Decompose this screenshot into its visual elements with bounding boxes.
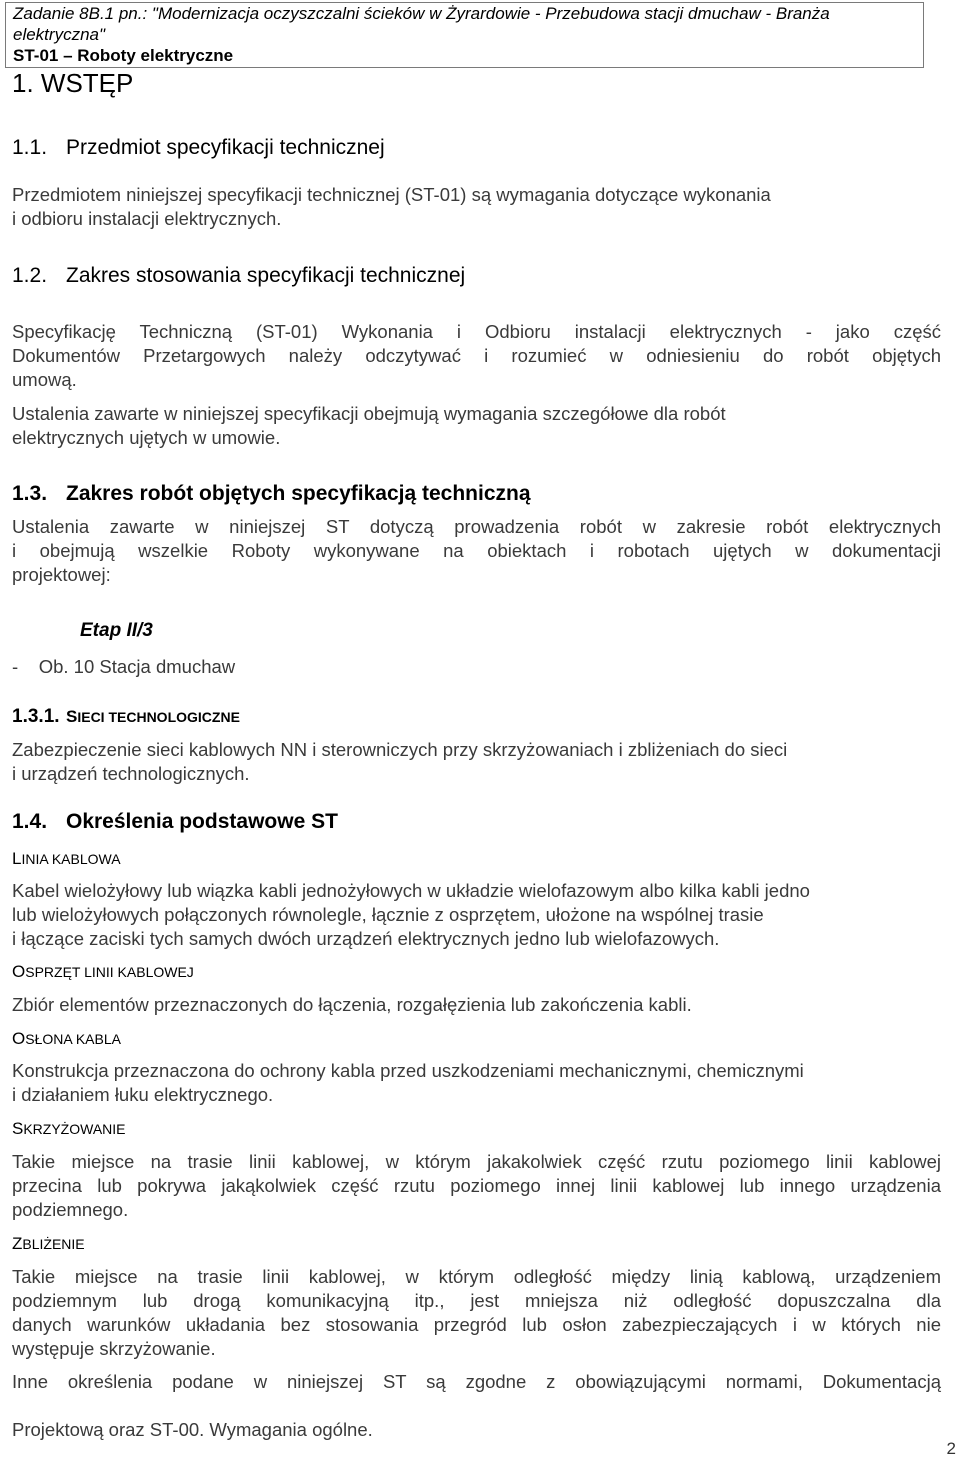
text-line: i urządzeń technologicznych. xyxy=(12,763,250,784)
section-1-2-body xyxy=(12,320,941,392)
closing-text-2 xyxy=(12,1418,941,1442)
term-rest: SPRZĘT LINII KABLOWEJ xyxy=(25,964,194,980)
header-spec-id: ST-01 – Roboty elektryczne xyxy=(13,46,234,65)
section-1-4-heading xyxy=(12,809,338,835)
term-oslona-kabla xyxy=(12,1028,121,1050)
definition-body xyxy=(12,1059,941,1107)
term-osprzet-linii-kablowej xyxy=(12,961,194,983)
section-title-initial: S xyxy=(66,707,78,726)
section-1-heading: 1. WSTĘP xyxy=(12,68,134,98)
text-line: Takie miejsce na trasie linii kablowej, w którym odległość między linią kablową, urządzeniem xyxy=(12,1266,941,1287)
text-line: Projektową oraz ST-00. Wymagania ogólne. xyxy=(12,1419,373,1440)
text-line: występuje skrzyżowanie. xyxy=(12,1338,216,1359)
section-title: Zakres stosowania specyfikacji technicznej xyxy=(66,264,466,287)
term-rest: KRZYŻOWANIE xyxy=(23,1121,126,1137)
section-title: Zakres robót objętych specyfikacją techniczną xyxy=(66,482,531,505)
text-line: i obejmują wszelkie Roboty wykonywane na obiektach i robotach ujętych w dokumentacji xyxy=(12,540,941,561)
text-line: danych warunków układania bez stosowania przegród lub osłon zabezpieczających i w których nie xyxy=(12,1314,941,1335)
term-skrzyzowanie xyxy=(12,1118,126,1140)
section-1-1-heading xyxy=(12,135,385,161)
text-line: Zbiór elementów przeznaczonych do łączenia, rozgałęzienia lub zakończenia kabli. xyxy=(12,994,692,1015)
term-initial: L xyxy=(12,849,22,868)
text-line: Zabezpieczenie sieci kablowych NN i sterowniczych przy skrzyżowaniach i zbliżeniach do sieci xyxy=(12,739,788,760)
term-rest: INIA KABLOWA xyxy=(21,851,121,867)
text-line: umową. xyxy=(12,369,77,390)
definition-body xyxy=(12,993,941,1017)
section-title: Określenia podstawowe ST xyxy=(66,810,338,833)
header-task-title: Zadanie 8B.1 pn.: "Modernizacja oczyszczalni ścieków w Żyrardowie - Przebudowa stacji dmuchaw - Branża xyxy=(13,4,830,23)
section-1-3-body xyxy=(12,515,941,587)
text-line: Przedmiotem niniejszej specyfikacji technicznej (ST-01) są wymagania dotyczące wykonania xyxy=(12,184,771,205)
text-line: Konstrukcja przeznaczona do ochrony kabla przed uszkodzeniami mechanicznymi, chemicznymi xyxy=(12,1060,804,1081)
section-1-2-heading xyxy=(12,263,465,289)
section-number: 1.2. xyxy=(12,264,48,287)
text-line: podziemnym lub drogą komunikacyjną itp., jest mniejsza niż odległość dopuszczalna dla xyxy=(12,1290,941,1311)
text-line: i działaniem łuku elektrycznego. xyxy=(12,1084,274,1105)
term-rest: BLIŻENIE xyxy=(22,1236,85,1252)
text-line: Dokumentów Przetargowych należy odczytywać i rozumieć w odniesieniu do robót objętych xyxy=(12,345,941,366)
section-number: 1.3.1. xyxy=(12,706,60,727)
text-line: podziemnego. xyxy=(12,1199,129,1220)
text-line: projektowej: xyxy=(12,564,111,585)
definition-body xyxy=(12,879,941,951)
text-line: Kabel wielożyłowy lub wiązka kabli jednożyłowych w układzie wielofazowym albo kilka kabli jedno xyxy=(12,880,810,901)
text-line: i odbioru instalacji elektrycznych. xyxy=(12,208,282,229)
header-task-title-cont: elektryczna" xyxy=(13,25,106,44)
section-1-1-body xyxy=(12,183,941,231)
section-title: Przedmiot specyfikacji technicznej xyxy=(66,136,385,159)
term-initial: O xyxy=(12,962,26,981)
section-number: 1.4. xyxy=(12,810,48,833)
text-line: przecina lub pokrywa jakąkolwiek część rzutu poziomego innej linii kablowej lub innego urządzenia xyxy=(12,1175,941,1196)
section-number: 1.1. xyxy=(12,136,48,159)
term-initial: S xyxy=(12,1119,24,1138)
definition-body xyxy=(12,1265,941,1361)
definition-body xyxy=(12,1150,941,1222)
closing-text xyxy=(12,1370,941,1394)
stage-label: Etap II/3 xyxy=(80,620,153,641)
section-1-3-1-body xyxy=(12,738,941,786)
term-initial: Z xyxy=(12,1234,23,1253)
section-1-2-body-2 xyxy=(12,402,941,450)
section-title-rest: IECI TECHNOLOGICZNE xyxy=(77,709,240,725)
term-zblizenie xyxy=(12,1233,85,1255)
page-number: 2 xyxy=(946,1439,956,1458)
term-initial: O xyxy=(12,1029,26,1048)
text-line: Takie miejsce na trasie linii kablowej, w którym jakakolwiek część rzutu poziomego linii kablowej xyxy=(12,1151,941,1172)
text-line: Ustalenia zawarte w niniejszej specyfikacji obejmują wymagania szczegółowe dla robót xyxy=(12,403,726,424)
section-number: 1.3. xyxy=(12,482,48,505)
section-1-3-1-heading xyxy=(12,706,240,728)
text-line: Ustalenia zawarte w niniejszej ST dotyczą prowadzenia robót w zakresie robót elektrycznych xyxy=(12,516,941,537)
term-linia-kablowa xyxy=(12,848,121,870)
text-line: Inne określenia podane w niniejszej ST są zgodne z obowiązującymi normami, Dokumentacją xyxy=(12,1371,941,1392)
text-line: i łączące zaciski tych samych dwóch urządzeń elektrycznych jedno lub wielofazowych. xyxy=(12,928,720,949)
text-line: lub wielożyłowych połączonych równolegle, łącznie z osprzętem, ułożone na wspólnej trasie xyxy=(12,904,764,925)
section-1-3-heading xyxy=(12,481,531,507)
text-line: elektrycznych ujętych w umowie. xyxy=(12,427,281,448)
object-list-item: - Ob. 10 Stacja dmuchaw xyxy=(12,656,236,677)
text-line: Specyfikację Techniczną (ST-01) Wykonania i Odbioru instalacji elektrycznych - jako część xyxy=(12,321,941,342)
term-rest: SŁONA KABLA xyxy=(25,1031,121,1047)
